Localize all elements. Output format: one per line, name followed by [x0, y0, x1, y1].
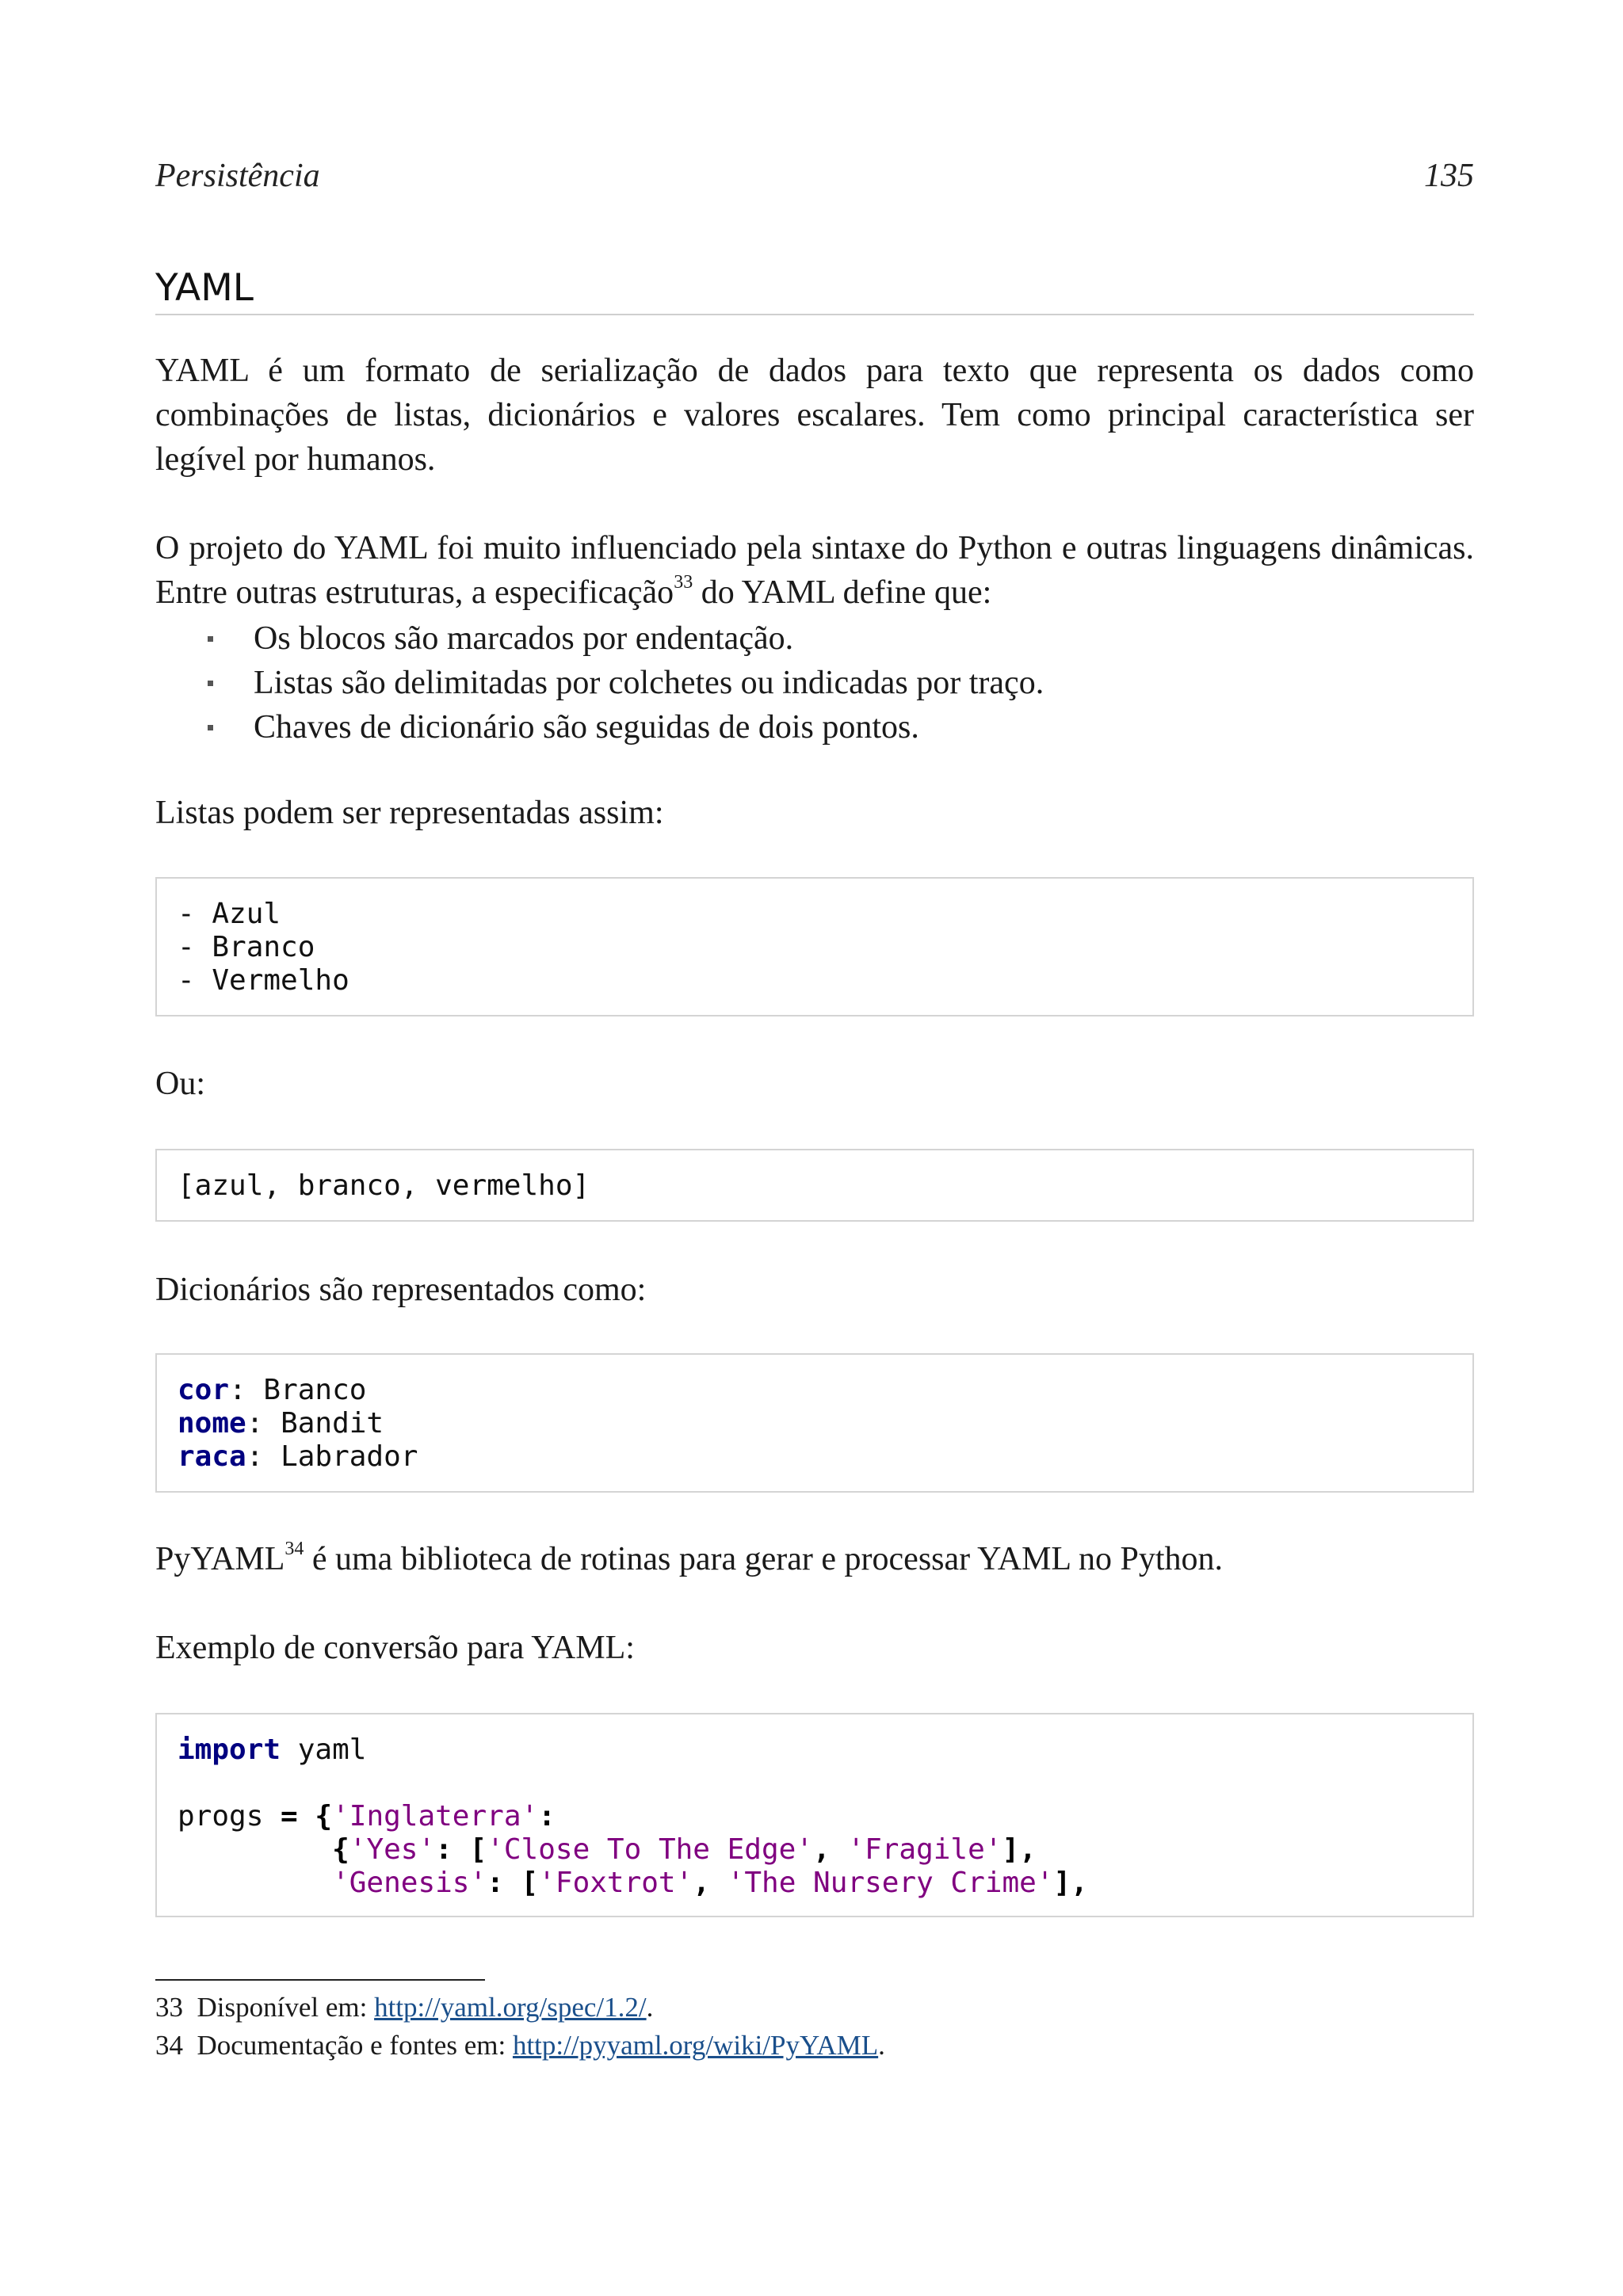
code-line — [178, 1767, 1452, 1800]
code-operator: { — [332, 1833, 349, 1866]
paragraph-pyyaml-text: PyYAML — [155, 1541, 285, 1577]
footnote-separator — [155, 1979, 485, 1981]
footnote-33 — [155, 1989, 1474, 2027]
list-item-text: Os blocos são marcados por endentação. — [254, 620, 794, 657]
bullet-icon — [208, 725, 213, 730]
code-operator: , — [1019, 1833, 1037, 1866]
code-operator: : — [487, 1867, 504, 1899]
paragraph-pyyaml — [155, 1537, 1474, 1581]
paragraph-influence — [155, 526, 1474, 615]
code-colon: : — [246, 1440, 264, 1473]
code-operator: , — [693, 1867, 710, 1899]
code-keyword: import — [178, 1733, 281, 1766]
list-item-text: Chaves de dicionário são seguidas de dois pontos. — [254, 709, 919, 746]
yaml-value: Labrador — [263, 1440, 418, 1473]
list-item-text: Listas são delimitadas por colchetes ou indicadas por traço. — [254, 665, 1044, 701]
code-operator: : — [435, 1833, 453, 1866]
code-operator: : — [538, 1800, 556, 1833]
code-line — [178, 1440, 1452, 1474]
footnote-ref-33[interactable]: 33 — [674, 572, 693, 593]
yaml-value: Bandit — [263, 1407, 384, 1440]
paragraph-or: Ou: — [155, 1066, 205, 1102]
paragraph-dicts: Dicionários são representados como: — [155, 1272, 647, 1308]
code-operator: ] — [1002, 1833, 1020, 1866]
footnotes — [155, 1989, 1474, 2065]
paragraph-example: Exemplo de conversão para YAML: — [155, 1630, 635, 1666]
footnote-link[interactable]: http://pyyaml.org/wiki/PyYAML — [512, 2030, 879, 2061]
code-line — [178, 1374, 1452, 1407]
section-title: YAML — [155, 266, 1474, 315]
code-text: yaml — [281, 1733, 367, 1766]
running-header — [155, 157, 1474, 195]
code-line — [178, 1800, 1452, 1833]
code-line: [azul, branco, vermelho] — [178, 1169, 590, 1202]
footnote-ref-34[interactable]: 34 — [285, 1539, 304, 1559]
footnote-number: 34 — [155, 2030, 183, 2061]
code-block-list — [155, 877, 1474, 1016]
code-indent — [178, 1833, 332, 1866]
footnote-end: . — [646, 1992, 654, 2023]
list-item — [155, 705, 1474, 749]
code-string: 'Fragile' — [847, 1833, 1002, 1866]
footnote-text: Documentação e fontes em: — [197, 2030, 513, 2061]
code-operator: [ — [521, 1867, 539, 1899]
code-string: 'The Nursery Crime' — [727, 1867, 1054, 1899]
paragraph-influence-text-end: do YAML define que: — [693, 574, 992, 611]
bullet-icon — [208, 636, 213, 642]
paragraph-intro: YAML é um formato de serialização de dados para texto que representa os dados como combinações de listas, dicionários e valores escalares. Tem como principal característica ser legível por humanos. — [155, 353, 1474, 478]
footnote-number: 33 — [155, 1992, 183, 2023]
page-number: 135 — [1424, 158, 1474, 194]
chapter-title: Persistência — [155, 158, 320, 194]
code-colon: : — [229, 1374, 246, 1406]
code-operator: { — [297, 1800, 333, 1833]
code-line — [178, 1867, 1452, 1900]
code-string: 'Genesis' — [332, 1867, 487, 1899]
code-line: - Branco — [178, 931, 315, 963]
code-block-dict — [155, 1353, 1474, 1493]
code-block-python-example — [155, 1713, 1474, 1917]
bullet-icon — [208, 681, 213, 686]
footnote-link[interactable]: http://yaml.org/spec/1.2/ — [374, 1992, 647, 2023]
code-string: 'Yes' — [349, 1833, 436, 1866]
paragraph-influence-text: O projeto do YAML foi muito influenciado pela sintaxe do Python e outras linguagens dinâmicas. Entre outras estruturas, a especificação — [155, 530, 1474, 611]
code-string: 'Foxtrot' — [538, 1867, 693, 1899]
code-text: progs — [178, 1800, 281, 1833]
code-operator: = — [281, 1800, 298, 1833]
code-string: 'Close To The Edge' — [487, 1833, 814, 1866]
footnote-text: Disponível em: — [197, 1992, 375, 2023]
yaml-key: nome — [178, 1407, 246, 1440]
footnote-34 — [155, 2027, 1474, 2065]
code-block-inline-list — [155, 1149, 1474, 1222]
code-line: - Azul — [178, 898, 281, 930]
code-string: 'Inglaterra' — [332, 1800, 539, 1833]
code-line — [178, 1407, 1452, 1440]
code-operator: , — [813, 1833, 831, 1866]
yaml-key: cor — [178, 1374, 230, 1406]
code-operator: , — [1071, 1867, 1088, 1899]
spec-bullet-list — [155, 616, 1474, 749]
code-line — [178, 1833, 1452, 1867]
code-operator: [ — [469, 1833, 487, 1866]
paragraph-lists: Listas podem ser representadas assim: — [155, 795, 664, 831]
code-line: - Vermelho — [178, 964, 349, 997]
yaml-value: Branco — [246, 1374, 367, 1406]
list-item — [155, 616, 1474, 661]
footnote-end: . — [878, 2030, 885, 2061]
list-item — [155, 661, 1474, 705]
code-colon: : — [246, 1407, 264, 1440]
yaml-key: raca — [178, 1440, 246, 1473]
code-operator: ] — [1053, 1867, 1071, 1899]
code-line — [178, 1733, 1452, 1767]
paragraph-pyyaml-text-end: é uma biblioteca de rotinas para gerar e processar YAML no Python. — [304, 1541, 1224, 1577]
code-indent — [178, 1867, 332, 1899]
